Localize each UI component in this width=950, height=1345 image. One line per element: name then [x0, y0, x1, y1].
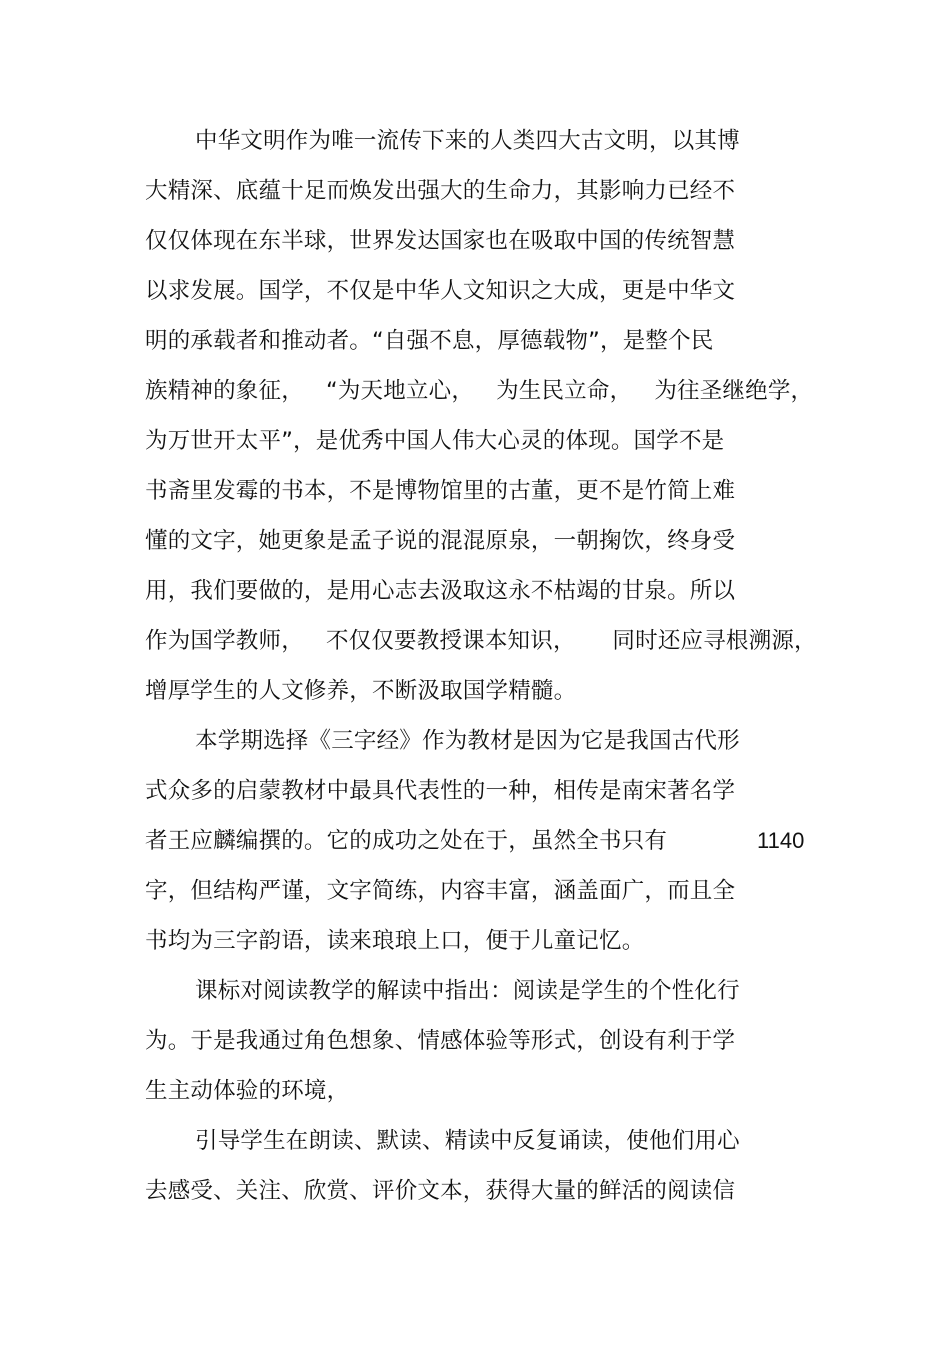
paragraph-1-line-2: 大精深、底蕴十足而焕发出强大的生命力，其影响力已经不: [145, 178, 736, 204]
paragraph-1-line-10: 用，我们要做的，是用心志去汲取这永不枯竭的甘泉。所以: [145, 578, 736, 604]
paragraph-1-line-9: 懂的文字，她更象是孟子说的混混原泉，一朝掬饮，终身受: [145, 528, 736, 554]
count-number: 1140: [757, 828, 805, 853]
paragraph-1-line-11: 作为国学教师， 不仅仅要教授课本知识， 同时还应寻根溯源，: [145, 628, 817, 654]
paragraph-1-line-7: 为万世开太平”，是优秀中国人伟大心灵的体现。国学不是: [145, 428, 725, 454]
paragraph-2-line-1: 本学期选择《三字经》作为教材是因为它是我国古代形: [195, 728, 740, 754]
paragraph-1-line-8: 书斋里发霉的书本，不是博物馆里的古董，更不是竹简上难: [145, 478, 736, 504]
paragraph-4-line-2: 去感受、关注、欣赏、评价文本，获得大量的鲜活的阅读信: [145, 1178, 736, 1204]
paragraph-3-line-2: 为。于是我通过角色想象、情感体验等形式，创设有利于学: [145, 1028, 736, 1054]
paragraph-3-line-1: 课标对阅读教学的解读中指出：阅读是学生的个性化行: [195, 978, 740, 1004]
paragraph-3-line-3: 生主动体验的环境，: [145, 1078, 350, 1104]
paragraph-2-line-4: 字，但结构严谨，文字简练，内容丰富，涵盖面广，而且全: [145, 878, 736, 904]
paragraph-2-line-2: 式众多的启蒙教材中最具代表性的一种，相传是南宋著名学: [145, 778, 736, 804]
paragraph-1-line-3: 仅仅体现在东半球，世界发达国家也在吸取中国的传统智慧: [145, 228, 736, 254]
paragraph-2-line-5: 书均为三字韵语，读来琅琅上口，便于儿童记忆。: [145, 928, 645, 954]
paragraph-4-line-1: 引导学生在朗读、默读、精读中反复诵读，使他们用心: [195, 1128, 740, 1154]
paragraph-1-line-5: 明的承载者和推动者。“自强不息，厚德载物”，是整个民: [145, 328, 714, 354]
paragraph-2-line-3: 者王应麟编撰的。它的成功之处在于，虽然全书只有: [145, 828, 668, 854]
paragraph-1-line-6: 族精神的象征， “为天地立心， 为生民立命， 为往圣继绝学，: [145, 378, 814, 404]
paragraph-1-line-4: 以求发展。国学，不仅是中华人文知识之大成，更是中华文: [145, 278, 736, 304]
paragraph-1-line-12: 增厚学生的人文修养，不断汲取国学精髓。: [145, 678, 577, 704]
paragraph-1-line-1: 中华文明作为唯一流传下来的人类四大古文明，以其博: [195, 128, 740, 154]
